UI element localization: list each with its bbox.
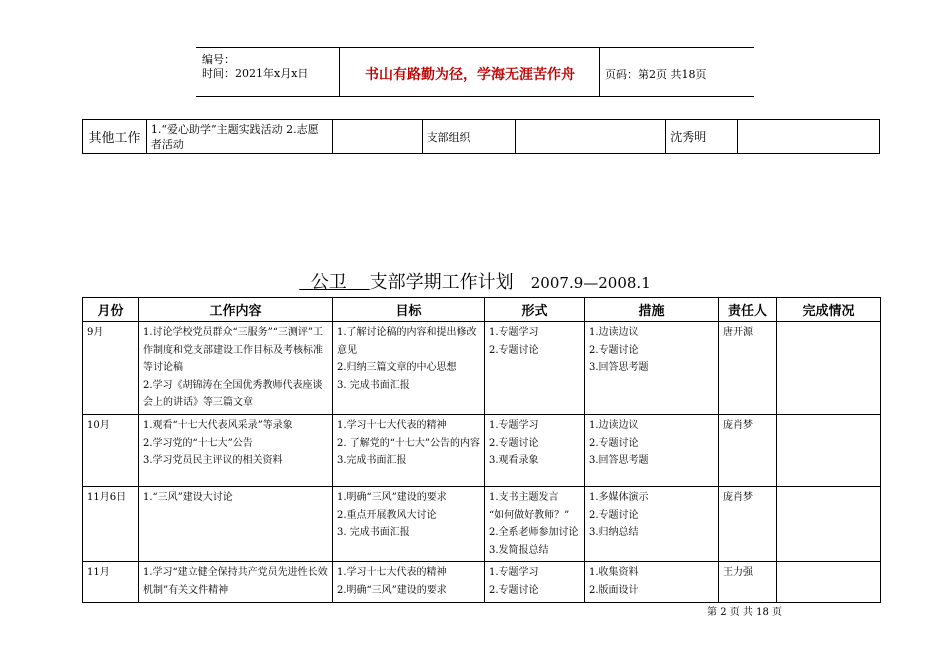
content-line: 1.“三风”建设大讨论: [143, 491, 233, 503]
content-line: 1.讨论学校党员群众“三服务”“三测评”工作制度和党支部建设工作目标及考核标准等讨论稿: [143, 327, 323, 374]
month-cell: 11月6日: [83, 486, 139, 561]
goal-line: 1.学习十七大代表的精神: [337, 567, 447, 579]
col-header: 措施: [585, 298, 719, 322]
goal-line: 2.归纳三篇文章的中心思想: [337, 362, 457, 374]
other-work-item: 2.志愿者活动: [150, 122, 319, 151]
measure-line: 2.专题讨论: [589, 344, 639, 356]
title-blank: [347, 272, 370, 293]
goal-line: 1.了解讨论稿的内容和提出修改意见: [337, 327, 477, 356]
person-cell: 王力强: [719, 562, 777, 602]
person-cell: 庞肖梦: [719, 414, 777, 486]
measure-line: 1.多媒体演示: [589, 491, 649, 503]
goal-line: 2.重点开展教风大讨论: [337, 509, 437, 521]
other-work-form: 支部组织: [422, 120, 516, 154]
form-line: 3.发简报总结: [489, 544, 549, 556]
doc-id-label: 编号：: [202, 53, 235, 66]
status-cell: [777, 486, 881, 561]
goal-line: 3.完成书面汇报: [337, 455, 407, 467]
person-cell: 庞肖梦: [719, 486, 777, 561]
table-header-row: [83, 298, 881, 322]
goal-cell: [333, 414, 485, 486]
page-footer: 第 2 页 共 18 页: [707, 607, 782, 618]
measure-line: 1.边读边议: [589, 327, 639, 338]
goal-line: 1.明确“三风”建设的要求: [337, 491, 447, 503]
goal-line: 2. 了解党的“十七大”公告的内容: [337, 437, 480, 449]
content-line: 2.学习《胡锦涛在全国优秀教师代表座谈会上的讲话》等三篇文章: [143, 379, 323, 409]
header-page-cell: [600, 48, 754, 96]
col-header: 形式: [485, 298, 585, 322]
table-row: [83, 120, 880, 154]
goal-line: 3. 完成书面汇报: [337, 379, 410, 391]
plan-title: [0, 268, 950, 294]
col-header: 工作内容: [139, 298, 333, 322]
goal-cell: [333, 322, 485, 415]
measure-line: 2.专题讨论: [589, 437, 639, 449]
status-cell: [777, 414, 881, 486]
table-row: [83, 562, 881, 602]
other-work-label: 其他工作: [83, 120, 147, 154]
status-cell: [777, 562, 881, 602]
form-line: 2.全系老师参加讨论: [489, 527, 579, 539]
content-line: 1.观看“十七大代表风采录”等录象: [143, 419, 293, 431]
table-row: [83, 486, 881, 561]
form-line: 1.支书主题发言: [489, 491, 559, 503]
col-header: 责任人: [719, 298, 777, 322]
form-line: 2.专题讨论: [489, 437, 539, 449]
form-line: “如何做好教师？”: [489, 509, 570, 521]
form-cell: [485, 414, 585, 486]
measures-cell: [585, 322, 719, 415]
goal-cell: [333, 486, 485, 561]
content-cell: [139, 414, 333, 486]
measure-line: 2.专题讨论: [589, 509, 639, 521]
form-line: 2.专题讨论: [489, 584, 539, 596]
goal-line: 1.学习十七大代表的精神: [337, 419, 447, 431]
measures-cell: [585, 486, 719, 561]
measure-line: 3.回答思考题: [589, 455, 649, 467]
content-line: 2.学习党的“十七大”公告: [143, 437, 253, 449]
person-cell: 唐开源: [719, 322, 777, 415]
content-cell: [139, 322, 333, 415]
measures-cell: [585, 562, 719, 602]
header-meta: [196, 48, 340, 96]
goal-cell: [333, 562, 485, 602]
other-work-table: [82, 119, 880, 154]
measure-line: 1.边读边议: [589, 419, 639, 431]
content-line: 1.学习“建立健全保持共产党员先进性长效机制”有关文件精神: [143, 567, 328, 596]
form-line: 3.观看录象: [489, 455, 539, 467]
header-page-info: 页码：第2页 共18页: [605, 68, 707, 81]
form-line: 1.专题学习: [489, 327, 539, 338]
other-work-empty: [738, 120, 880, 154]
title-text: 支部学期工作计划: [369, 272, 514, 293]
other-work-empty: [332, 120, 422, 154]
month-cell: 11月: [83, 562, 139, 602]
measure-line: 2.版面设计: [589, 584, 639, 596]
doc-time-label: 时间：2021年x月x日: [202, 67, 309, 80]
content-cell: [139, 486, 333, 561]
header-slogan-cell: [340, 48, 600, 96]
measure-line: 1.收集资料: [589, 567, 639, 579]
form-cell: [485, 322, 585, 415]
content-cell: [139, 562, 333, 602]
goal-line: 2.明确“三风”建设的要求: [337, 584, 447, 596]
header-slogan: 书山有路勤为径，学海无涯苦作舟: [365, 67, 575, 83]
table-row: [83, 414, 881, 486]
col-header: 目标: [333, 298, 485, 322]
page-header: [196, 47, 754, 97]
table-row: [83, 322, 881, 415]
plan-table: [82, 297, 881, 603]
month-cell: 10月: [83, 414, 139, 486]
status-cell: [777, 322, 881, 415]
month-cell: 9月: [83, 322, 139, 415]
title-branch-name: 公卫: [299, 272, 347, 293]
other-work-person: 沈秀明: [666, 120, 738, 154]
measures-cell: [585, 414, 719, 486]
col-header: 月份: [83, 298, 139, 322]
other-work-items: [146, 120, 332, 154]
other-work-empty: [516, 120, 666, 154]
col-header: 完成情况: [777, 298, 881, 322]
form-cell: [485, 562, 585, 602]
form-line: 2.专题讨论: [489, 344, 539, 356]
title-dates: 2007.9—2008.1: [530, 274, 651, 292]
form-cell: [485, 486, 585, 561]
content-line: 3.学习党员民主评议的相关资料: [143, 455, 283, 467]
form-line: 1.专题学习: [489, 419, 539, 431]
form-line: 1.专题学习: [489, 567, 539, 579]
other-work-item: 1.“爱心助学”主题实践活动: [150, 122, 283, 136]
goal-line: 3. 完成书面汇报: [337, 527, 410, 539]
measure-line: 3.回答思考题: [589, 362, 649, 374]
measure-line: 3.归纳总结: [589, 527, 639, 539]
